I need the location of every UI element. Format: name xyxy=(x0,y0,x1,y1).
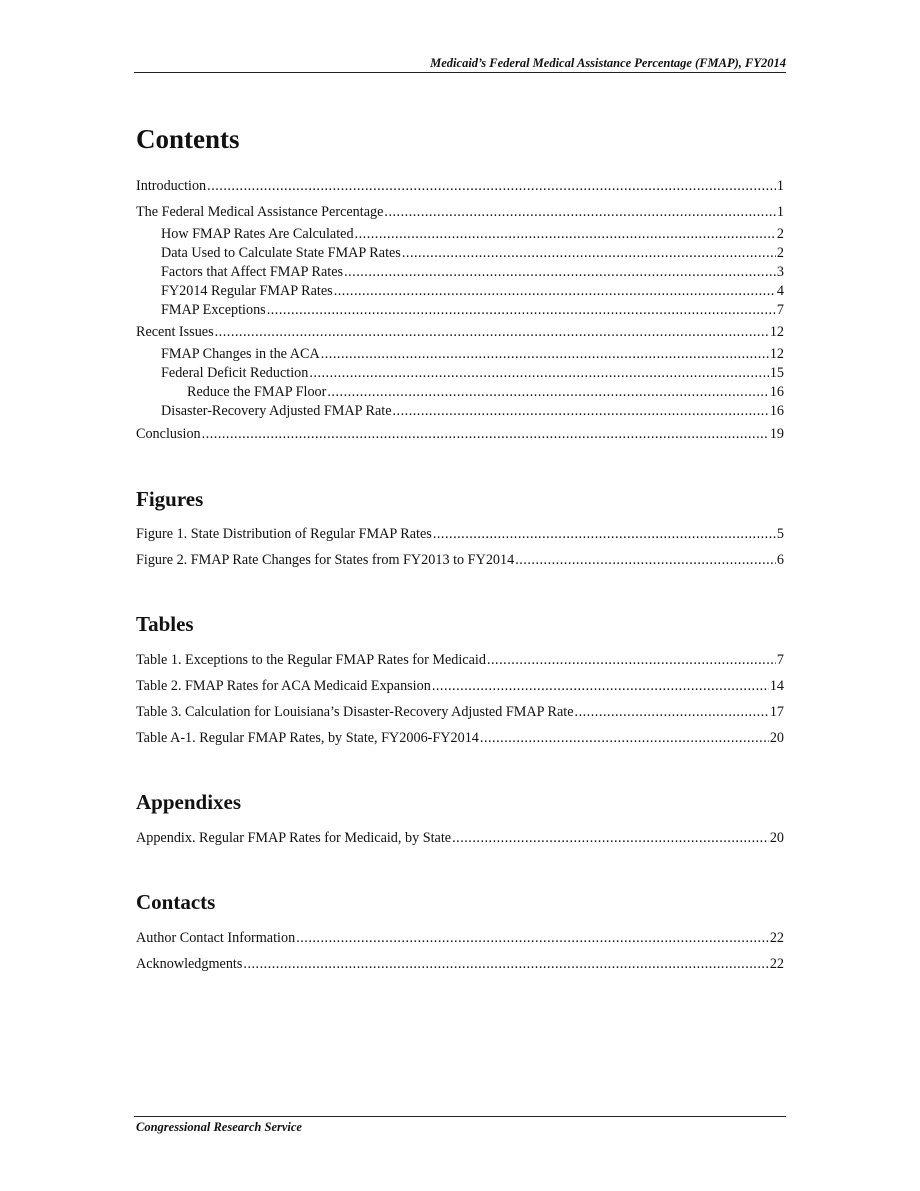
dot-leader xyxy=(296,930,769,947)
toc-entry-factors[interactable] xyxy=(161,264,784,282)
toc-entry-table-2[interactable] xyxy=(136,678,784,696)
toc-entry-figure-1[interactable] xyxy=(136,526,784,544)
toc-entry-table-3[interactable] xyxy=(136,704,784,722)
toc-entry-label: How FMAP Rates Are Calculated xyxy=(161,226,354,242)
appendixes-heading: Appendixes xyxy=(136,790,242,814)
contacts-section xyxy=(136,890,784,972)
dot-leader xyxy=(487,652,776,669)
toc-entry-how-fmap-rates-calculated[interactable] xyxy=(161,226,784,244)
toc-entry-federal-medical-assistance-percentage[interactable] xyxy=(136,204,784,222)
toc-page-number: 7 xyxy=(776,652,784,668)
dot-leader xyxy=(575,704,769,721)
toc-page-number: 12 xyxy=(769,346,784,362)
toc-entry-label: Factors that Affect FMAP Rates xyxy=(161,264,344,280)
dot-leader xyxy=(321,346,769,363)
contents-section xyxy=(136,124,784,442)
toc-entry-label: Federal Deficit Reduction xyxy=(161,365,309,381)
dot-leader xyxy=(207,178,776,195)
toc-entry-figure-2[interactable] xyxy=(136,552,784,570)
toc-entry-label: Disaster-Recovery Adjusted FMAP Rate xyxy=(161,403,392,419)
toc-page-number: 19 xyxy=(769,426,784,442)
toc-entry-label: Acknowledgments xyxy=(136,956,243,972)
tables-section xyxy=(136,612,784,746)
toc-entry-label: Table 1. Exceptions to the Regular FMAP Rates for Medicaid xyxy=(136,652,486,668)
toc-entry-disaster-recovery[interactable] xyxy=(161,403,784,421)
toc-page-number: 22 xyxy=(769,930,784,946)
toc-page-number: 4 xyxy=(776,283,784,299)
dot-leader xyxy=(393,403,769,420)
dot-leader xyxy=(384,204,776,221)
toc-entry-conclusion[interactable] xyxy=(136,426,784,444)
dot-leader xyxy=(452,830,769,847)
dot-leader xyxy=(515,552,776,569)
toc-page-number: 20 xyxy=(769,830,784,846)
dot-leader xyxy=(355,226,776,243)
dot-leader xyxy=(344,264,776,281)
toc-page-number: 1 xyxy=(776,178,784,194)
toc-page-number: 16 xyxy=(769,403,784,419)
appendixes-section xyxy=(136,790,784,846)
toc-entry-label: Conclusion xyxy=(136,426,201,442)
toc-entry-label: Table A-1. Regular FMAP Rates, by State, FY2006-FY2014 xyxy=(136,730,479,746)
toc-page-number: 2 xyxy=(776,245,784,261)
toc-page-number: 12 xyxy=(769,324,784,340)
toc-page-number: 15 xyxy=(769,365,784,381)
figures-heading: Figures xyxy=(136,487,204,511)
toc-entry-label: Data Used to Calculate State FMAP Rates xyxy=(161,245,401,261)
toc-entry-acknowledgments[interactable] xyxy=(136,956,784,974)
tables-heading: Tables xyxy=(136,612,194,636)
toc-entry-recent-issues[interactable] xyxy=(136,324,784,342)
toc-entry-label: Appendix. Regular FMAP Rates for Medicaid, by State xyxy=(136,830,452,846)
toc-entry-label: Reduce the FMAP Floor xyxy=(187,384,327,400)
toc-entry-label: Author Contact Information xyxy=(136,930,296,946)
dot-leader xyxy=(480,730,769,747)
dot-leader xyxy=(334,283,776,300)
toc-entry-label: Table 2. FMAP Rates for ACA Medicaid Expansion xyxy=(136,678,431,694)
dot-leader xyxy=(433,526,776,543)
figures-section xyxy=(136,487,784,568)
toc-entry-label: Recent Issues xyxy=(136,324,214,340)
toc-entry-appendix[interactable] xyxy=(136,830,784,848)
toc-entry-author-contact[interactable] xyxy=(136,930,784,948)
toc-page-number: 14 xyxy=(769,678,784,694)
toc-entry-fmap-changes-aca[interactable] xyxy=(161,346,784,364)
toc-entry-data-used[interactable] xyxy=(161,245,784,263)
toc-page-number: 7 xyxy=(776,302,784,318)
toc-entry-fmap-exceptions[interactable] xyxy=(161,302,784,320)
dot-leader xyxy=(202,426,769,443)
toc-page-number: 1 xyxy=(776,204,784,220)
contents-heading: Contents xyxy=(136,124,240,154)
toc-page-number: 6 xyxy=(776,552,784,568)
toc-entry-reduce-fmap-floor[interactable] xyxy=(187,384,784,402)
dot-leader xyxy=(215,324,769,341)
toc-entry-label: FY2014 Regular FMAP Rates xyxy=(161,283,333,299)
toc-entry-label: Figure 1. State Distribution of Regular FMAP Rates xyxy=(136,526,432,542)
toc-entry-table-1[interactable] xyxy=(136,652,784,670)
toc-page-number: 2 xyxy=(776,226,784,242)
toc-page-number: 3 xyxy=(776,264,784,280)
dot-leader xyxy=(432,678,769,695)
dot-leader xyxy=(243,956,768,973)
toc-entry-label: The Federal Medical Assistance Percentage xyxy=(136,204,384,220)
footer-rule xyxy=(134,1116,786,1117)
toc-entry-table-a1[interactable] xyxy=(136,730,784,748)
toc-entry-label: Table 3. Calculation for Louisiana’s Disaster-Recovery Adjusted FMAP Rate xyxy=(136,704,574,720)
toc-page-number: 5 xyxy=(776,526,784,542)
toc-page-number: 22 xyxy=(769,956,784,972)
toc-page-number: 17 xyxy=(769,704,784,720)
toc-entry-label: Figure 2. FMAP Rate Changes for States from FY2013 to FY2014 xyxy=(136,552,515,568)
toc-entry-label: Introduction xyxy=(136,178,207,194)
dot-leader xyxy=(267,302,776,319)
toc-entry-introduction[interactable] xyxy=(136,178,784,196)
running-header: Medicaid’s Federal Medical Assistance Percentage (FMAP), FY2014 xyxy=(430,56,786,70)
header-rule xyxy=(134,72,786,73)
dot-leader xyxy=(309,365,768,382)
dot-leader xyxy=(402,245,776,262)
dot-leader xyxy=(327,384,768,401)
toc-page-number: 20 xyxy=(769,730,784,746)
toc-entry-fy2014-regular-rates[interactable] xyxy=(161,283,784,301)
toc-page-number: 16 xyxy=(769,384,784,400)
running-footer: Congressional Research Service xyxy=(136,1120,302,1134)
toc-entry-federal-deficit-reduction[interactable] xyxy=(161,365,784,383)
toc-entry-label: FMAP Exceptions xyxy=(161,302,266,318)
toc-entry-label: FMAP Changes in the ACA xyxy=(161,346,320,362)
contacts-heading: Contacts xyxy=(136,890,216,914)
